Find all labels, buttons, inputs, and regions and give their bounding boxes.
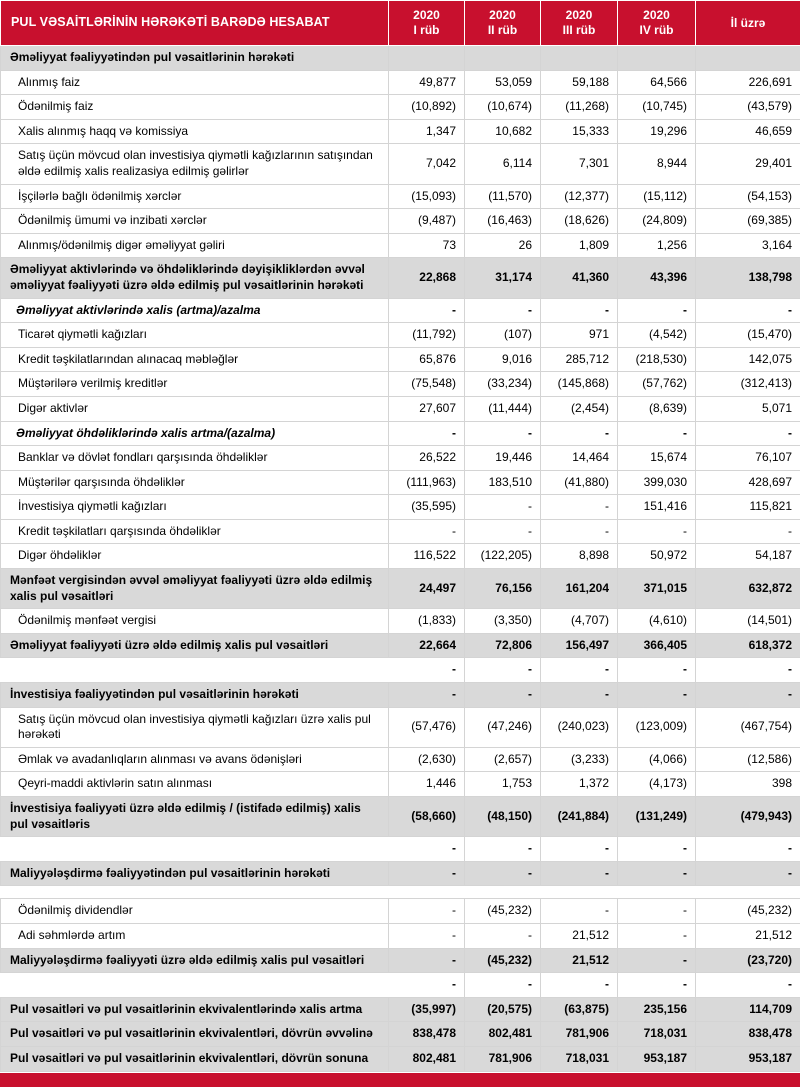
cell-value: - (696, 298, 800, 323)
cell-value: (9,487) (389, 209, 465, 234)
cell-value: 24,497 (389, 569, 465, 609)
cell-value: - (541, 861, 618, 886)
cell-value (618, 46, 696, 71)
cell-value: - (696, 973, 800, 998)
cell-value: - (696, 421, 800, 446)
cell-value: (63,875) (541, 997, 618, 1022)
row-label: Pul vəsaitləri və pul vəsaitlərinin ekvivalentlərində xalis artma (1, 997, 389, 1022)
cell-value: - (389, 658, 465, 683)
cell-value: 76,156 (465, 569, 541, 609)
cell-value: (3,233) (541, 747, 618, 772)
table-row (1, 797, 800, 837)
table-row (1, 569, 800, 609)
cell-value: 21,512 (541, 948, 618, 973)
row-label: Müştərilərə verilmiş kreditlər (1, 372, 389, 397)
period-year: 2020 (622, 8, 691, 23)
cell-value: 10,682 (465, 119, 541, 144)
cell-value (465, 46, 541, 71)
cell-value: 114,709 (696, 997, 800, 1022)
row-label: İnvestisiya qiymətli kağızları (1, 495, 389, 520)
table-row (1, 973, 800, 998)
cell-value: 1,347 (389, 119, 465, 144)
table-row (1, 347, 800, 372)
cell-value: - (389, 421, 465, 446)
cell-value: - (465, 683, 541, 708)
cell-value: 53,059 (465, 70, 541, 95)
cell-value: - (465, 973, 541, 998)
cell-value: 1,753 (465, 772, 541, 797)
cell-value: (2,657) (465, 747, 541, 772)
cell-value: 953,187 (696, 1046, 800, 1071)
period-column-header (465, 1, 541, 46)
cell-value: - (389, 683, 465, 708)
row-label: Digər aktivlər (1, 396, 389, 421)
cell-value: (11,570) (465, 184, 541, 209)
cell-value: (4,173) (618, 772, 696, 797)
cell-value: - (696, 658, 800, 683)
cell-value: (12,377) (541, 184, 618, 209)
row-label: Xalis alınmış haqq və komissiya (1, 119, 389, 144)
cell-value: - (696, 519, 800, 544)
row-label: Ödənilmiş ümumi və inzibati xərclər (1, 209, 389, 234)
cell-value: 161,204 (541, 569, 618, 609)
cell-value: - (465, 923, 541, 948)
row-label: Digər öhdəliklər (1, 544, 389, 569)
cell-value: 718,031 (618, 1022, 696, 1047)
cell-value: - (696, 683, 800, 708)
cell-value: 151,416 (618, 495, 696, 520)
cell-value: 116,522 (389, 544, 465, 569)
row-label: Satış üçün mövcud olan investisiya qiymətli kağızları üzrə xalis pul hərəkəti (1, 707, 389, 747)
cell-value: 8,944 (618, 144, 696, 184)
cell-value: 26,522 (389, 446, 465, 471)
table-row (1, 495, 800, 520)
period-quarter: II rüb (469, 23, 536, 38)
cell-value: 22,664 (389, 633, 465, 658)
cell-value: (45,232) (696, 899, 800, 924)
table-row (1, 258, 800, 298)
cell-value: - (541, 683, 618, 708)
table-row (1, 747, 800, 772)
cell-value: 953,187 (618, 1046, 696, 1071)
cell-value: - (541, 298, 618, 323)
row-label: Kredit təşkilatları qarşısında öhdəliklər (1, 519, 389, 544)
cell-value: - (618, 837, 696, 862)
cell-value: (35,997) (389, 997, 465, 1022)
cell-value: (57,476) (389, 707, 465, 747)
cell-value: (57,762) (618, 372, 696, 397)
cell-value: - (618, 861, 696, 886)
table-row (1, 633, 800, 658)
table-row (1, 609, 800, 634)
cell-value: 14,464 (541, 446, 618, 471)
cell-value: - (696, 837, 800, 862)
cell-value: - (389, 923, 465, 948)
cell-value: - (618, 923, 696, 948)
row-label: Əməliyyat aktivlərində xalis (artma)/azalma (1, 298, 389, 323)
cell-value: 50,972 (618, 544, 696, 569)
cell-value: 3,164 (696, 233, 800, 258)
period-quarter: IV rüb (622, 23, 691, 38)
cell-value: (69,385) (696, 209, 800, 234)
cell-value: 399,030 (618, 470, 696, 495)
cell-value: 802,481 (389, 1046, 465, 1071)
cell-value: 285,712 (541, 347, 618, 372)
table-row (1, 923, 800, 948)
cell-value: 142,075 (696, 347, 800, 372)
table-row (1, 997, 800, 1022)
table-row (1, 396, 800, 421)
cell-value: 27,607 (389, 396, 465, 421)
period-column-header (618, 1, 696, 46)
row-label: Banklar və dövlət fondları qarşısında öhdəliklər (1, 446, 389, 471)
cell-value: 54,187 (696, 544, 800, 569)
cell-value: 21,512 (541, 923, 618, 948)
cell-value: - (389, 948, 465, 973)
cell-value: 76,107 (696, 446, 800, 471)
cell-value (541, 46, 618, 71)
cell-value: 19,296 (618, 119, 696, 144)
cell-value: - (465, 298, 541, 323)
cell-value: (15,470) (696, 323, 800, 348)
cell-value: 6,114 (465, 144, 541, 184)
cell-value: 1,446 (389, 772, 465, 797)
cell-value: (218,530) (618, 347, 696, 372)
cell-value (465, 886, 541, 899)
cell-value: (45,232) (465, 899, 541, 924)
cell-value: - (465, 658, 541, 683)
cell-value: - (465, 519, 541, 544)
row-label: Əməliyyat fəaliyyəti üzrə əldə edilmiş xalis pul vəsaitləri (1, 633, 389, 658)
table-row (1, 1046, 800, 1071)
cell-value: - (618, 658, 696, 683)
table-row (1, 446, 800, 471)
cell-value: (11,444) (465, 396, 541, 421)
row-label: Ödənilmiş faiz (1, 95, 389, 120)
cell-value: (11,268) (541, 95, 618, 120)
period-year: 2020 (545, 8, 613, 23)
cell-value: - (465, 837, 541, 862)
cell-value: (35,595) (389, 495, 465, 520)
table-row (1, 683, 800, 708)
cell-value: 156,497 (541, 633, 618, 658)
cell-value: 235,156 (618, 997, 696, 1022)
row-label: Ödənilmiş mənfəət vergisi (1, 609, 389, 634)
cell-value: (107) (465, 323, 541, 348)
row-label: Ticarət qiymətli kağızları (1, 323, 389, 348)
row-label: Müştərilər qarşısında öhdəliklər (1, 470, 389, 495)
cell-value: (123,009) (618, 707, 696, 747)
cell-value: (4,610) (618, 609, 696, 634)
cell-value: (23,720) (696, 948, 800, 973)
period-quarter: I rüb (393, 23, 460, 38)
row-label: Ödənilmiş dividendlər (1, 899, 389, 924)
cell-value: (16,463) (465, 209, 541, 234)
cell-value: 26 (465, 233, 541, 258)
table-row (1, 886, 800, 899)
cell-value: (11,792) (389, 323, 465, 348)
cell-value: (54,153) (696, 184, 800, 209)
cell-value: (8,639) (618, 396, 696, 421)
cell-value: (241,884) (541, 797, 618, 837)
table-row (1, 519, 800, 544)
cell-value: 8,898 (541, 544, 618, 569)
cell-value: 971 (541, 323, 618, 348)
cell-value: - (541, 658, 618, 683)
cell-value: (2,630) (389, 747, 465, 772)
cell-value: 21,512 (696, 923, 800, 948)
table-row (1, 323, 800, 348)
cell-value: (14,501) (696, 609, 800, 634)
cell-value: (58,660) (389, 797, 465, 837)
table-body (1, 46, 800, 1072)
row-label: Pul vəsaitləri və pul vəsaitlərinin ekvivalentləri, dövrün sonuna (1, 1046, 389, 1071)
cell-value (389, 46, 465, 71)
cell-value: 802,481 (465, 1022, 541, 1047)
cell-value: - (618, 948, 696, 973)
cell-value: - (465, 495, 541, 520)
cell-value (389, 886, 465, 899)
footer-red-bar (0, 1073, 800, 1087)
cell-value: - (541, 837, 618, 862)
cell-value (541, 886, 618, 899)
cell-value: (10,745) (618, 95, 696, 120)
cell-value: - (618, 421, 696, 446)
cell-value: (24,809) (618, 209, 696, 234)
cell-value: (467,754) (696, 707, 800, 747)
row-label: Maliyyələşdirmə fəaliyyətindən pul vəsaitlərinin hərəkəti (1, 861, 389, 886)
cell-value: (43,579) (696, 95, 800, 120)
cell-value: - (389, 298, 465, 323)
table-row (1, 298, 800, 323)
cell-value: 64,566 (618, 70, 696, 95)
cell-value: 371,015 (618, 569, 696, 609)
cell-value: 49,877 (389, 70, 465, 95)
cell-value: 15,333 (541, 119, 618, 144)
cell-value: 115,821 (696, 495, 800, 520)
table-row (1, 233, 800, 258)
cell-value: (15,112) (618, 184, 696, 209)
cell-value: - (618, 973, 696, 998)
table-row (1, 544, 800, 569)
row-label: İnvestisiya fəaliyyətindən pul vəsaitlərinin hərəkəti (1, 683, 389, 708)
cell-value: (75,548) (389, 372, 465, 397)
period-column-header (389, 1, 465, 46)
cell-value: 43,396 (618, 258, 696, 298)
cell-value: - (696, 861, 800, 886)
row-label (1, 658, 389, 683)
cell-value: - (618, 683, 696, 708)
cell-value: - (389, 861, 465, 886)
cell-value: - (389, 519, 465, 544)
row-label: Alınmış faiz (1, 70, 389, 95)
cell-value: 9,016 (465, 347, 541, 372)
cell-value: (2,454) (541, 396, 618, 421)
row-label (1, 837, 389, 862)
cell-value: - (541, 421, 618, 446)
cell-value: 1,372 (541, 772, 618, 797)
cell-value: - (541, 973, 618, 998)
header-row (1, 1, 800, 46)
cell-value: (479,943) (696, 797, 800, 837)
table-row (1, 1022, 800, 1047)
table-row (1, 470, 800, 495)
cell-value: 838,478 (696, 1022, 800, 1047)
cell-value: (47,246) (465, 707, 541, 747)
cell-value: (3,350) (465, 609, 541, 634)
cell-value: (10,674) (465, 95, 541, 120)
cell-value: 618,372 (696, 633, 800, 658)
row-label: Əməliyyat aktivlərində və öhdəliklərində dəyişikliklərdən əvvəl əməliyyat fəaliyyəti üzrə əldə edilmiş pul vəsaitlərinin hərəkəti (1, 258, 389, 298)
row-label: Maliyyələşdirmə fəaliyyəti üzrə əldə edilmiş xalis pul vəsaitləri (1, 948, 389, 973)
cell-value: (33,234) (465, 372, 541, 397)
cell-value: - (618, 519, 696, 544)
cell-value: 59,188 (541, 70, 618, 95)
period-year: İl üzrə (700, 16, 796, 31)
table-row (1, 658, 800, 683)
cell-value: (45,232) (465, 948, 541, 973)
cell-value: 838,478 (389, 1022, 465, 1047)
cell-value: 29,401 (696, 144, 800, 184)
cell-value: 73 (389, 233, 465, 258)
cell-value: (111,963) (389, 470, 465, 495)
cell-value: (4,542) (618, 323, 696, 348)
cell-value: (240,023) (541, 707, 618, 747)
row-label: İnvestisiya fəaliyyəti üzrə əldə edilmiş / (istifadə edilmiş) xalis pul vəsaitləris (1, 797, 389, 837)
cell-value: 19,446 (465, 446, 541, 471)
cell-value (618, 886, 696, 899)
cell-value: 7,301 (541, 144, 618, 184)
row-label: Qeyri-maddi aktivlərin satın alınması (1, 772, 389, 797)
table-row (1, 772, 800, 797)
cell-value: 46,659 (696, 119, 800, 144)
table-row (1, 144, 800, 184)
cell-value: 22,868 (389, 258, 465, 298)
table-row (1, 70, 800, 95)
cell-value: 781,906 (465, 1046, 541, 1071)
cell-value: 398 (696, 772, 800, 797)
period-column-header (696, 1, 800, 46)
table-row (1, 372, 800, 397)
row-label: Əməliyyat öhdəliklərində xalis artma/(azalma) (1, 421, 389, 446)
cell-value: 65,876 (389, 347, 465, 372)
table-row (1, 707, 800, 747)
cell-value: (1,833) (389, 609, 465, 634)
row-label: Əmlak və avadanlıqların alınması və avans ödənişləri (1, 747, 389, 772)
cell-value: 632,872 (696, 569, 800, 609)
cell-value: 72,806 (465, 633, 541, 658)
cell-value: 428,697 (696, 470, 800, 495)
cell-value: (131,249) (618, 797, 696, 837)
table-row (1, 837, 800, 862)
cell-value: - (541, 519, 618, 544)
cell-value: - (618, 298, 696, 323)
row-label (1, 973, 389, 998)
cell-value: - (618, 899, 696, 924)
period-year: 2020 (469, 8, 536, 23)
row-label: Əməliyyat fəaliyyətindən pul vəsaitlərinin hərəkəti (1, 46, 389, 71)
cell-value: 226,691 (696, 70, 800, 95)
cell-value: 1,256 (618, 233, 696, 258)
cell-value: 138,798 (696, 258, 800, 298)
row-label: Kredit təşkilatlarından alınacaq məbləğlər (1, 347, 389, 372)
row-label: Pul vəsaitləri və pul vəsaitlərinin ekvivalentləri, dövrün əvvəlinə (1, 1022, 389, 1047)
cell-value: 781,906 (541, 1022, 618, 1047)
table-row (1, 209, 800, 234)
cell-value: 183,510 (465, 470, 541, 495)
table-row (1, 948, 800, 973)
table-row (1, 184, 800, 209)
cell-value (696, 886, 800, 899)
cell-value: (20,575) (465, 997, 541, 1022)
row-label: Mənfəət vergisindən əvvəl əməliyyat fəaliyyəti üzrə əldə edilmiş xalis pul vəsaitləri (1, 569, 389, 609)
cell-value: (12,586) (696, 747, 800, 772)
table-row (1, 899, 800, 924)
cell-value: (4,066) (618, 747, 696, 772)
cell-value: - (465, 861, 541, 886)
cell-value: 7,042 (389, 144, 465, 184)
cell-value: 366,405 (618, 633, 696, 658)
table-row (1, 95, 800, 120)
table-row (1, 119, 800, 144)
cell-value: - (389, 837, 465, 862)
cell-value: 5,071 (696, 396, 800, 421)
cell-value: (48,150) (465, 797, 541, 837)
row-label (1, 886, 389, 899)
table-row (1, 861, 800, 886)
cell-value: 1,809 (541, 233, 618, 258)
cell-value: (41,880) (541, 470, 618, 495)
cell-value: 718,031 (541, 1046, 618, 1071)
row-label: İşçilərlə bağlı ödənilmiş xərclər (1, 184, 389, 209)
report-title: PUL VƏSAİTLƏRİNİN HƏRƏKƏTİ BARƏDƏ HESABAT (1, 1, 389, 46)
cell-value: 31,174 (465, 258, 541, 298)
row-label: Alınmış/ödənilmiş digər əməliyyat gəliri (1, 233, 389, 258)
cell-value: (15,093) (389, 184, 465, 209)
cell-value: 15,674 (618, 446, 696, 471)
cell-value: (18,626) (541, 209, 618, 234)
cell-value: (4,707) (541, 609, 618, 634)
table-row (1, 46, 800, 71)
cell-value: 41,360 (541, 258, 618, 298)
cell-value: (145,868) (541, 372, 618, 397)
cell-value: - (465, 421, 541, 446)
row-label: Satış üçün mövcud olan investisiya qiymətli kağızlarının satışından əldə edilmiş xalis realizasiya edilmiş gəlirlər (1, 144, 389, 184)
cell-value: (312,413) (696, 372, 800, 397)
cell-value: - (541, 899, 618, 924)
table-row (1, 421, 800, 446)
cell-value: - (389, 973, 465, 998)
cell-value (696, 46, 800, 71)
cell-value: - (541, 495, 618, 520)
cell-value: (122,205) (465, 544, 541, 569)
period-quarter: III rüb (545, 23, 613, 38)
period-column-header (541, 1, 618, 46)
row-label: Adi səhmlərdə artım (1, 923, 389, 948)
cell-value: (10,892) (389, 95, 465, 120)
period-year: 2020 (393, 8, 460, 23)
cell-value: - (389, 899, 465, 924)
